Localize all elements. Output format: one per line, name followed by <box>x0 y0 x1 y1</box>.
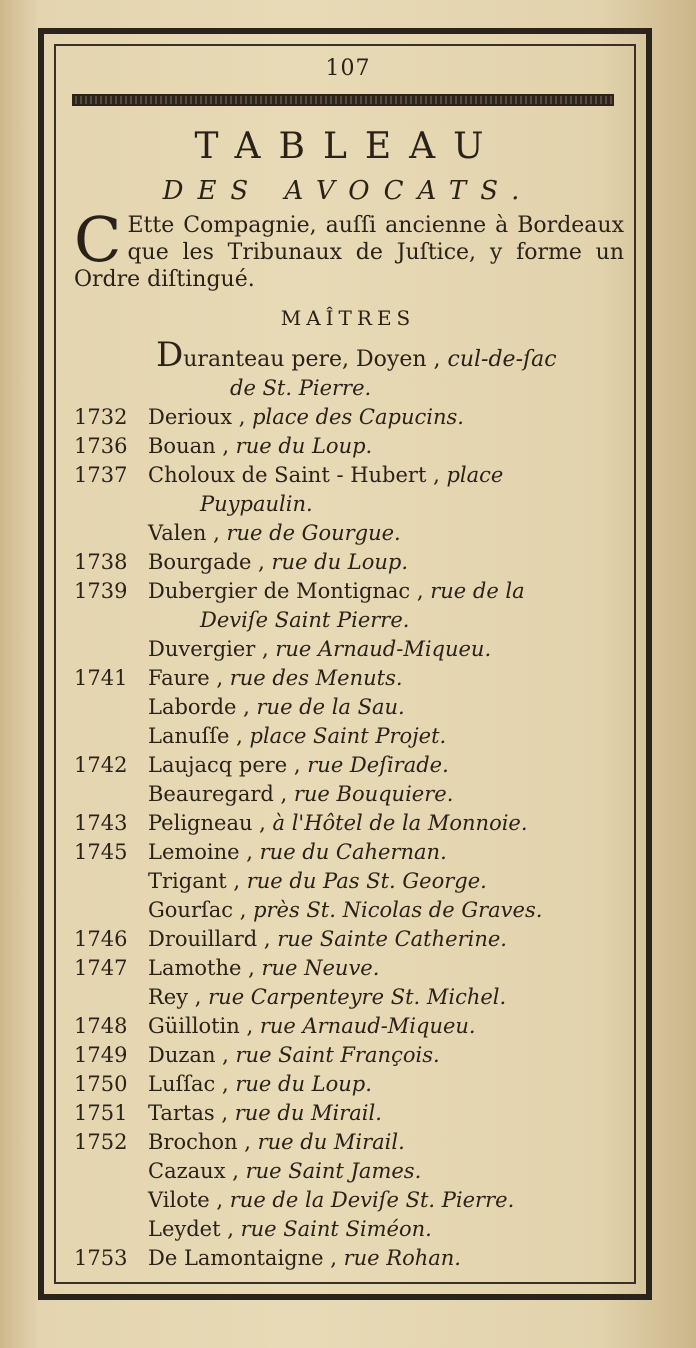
list-item <box>0 751 696 780</box>
entry-address: rue Bouquiere. <box>293 782 454 806</box>
entry-line <box>148 983 506 1012</box>
list-item <box>0 780 696 809</box>
entry-year: 1746 <box>74 927 128 951</box>
entry-line <box>148 925 507 954</box>
section-heading: MAÎTRES <box>280 306 416 330</box>
entry-line <box>148 693 405 722</box>
entry-address: rue Saint François. <box>235 1043 440 1067</box>
entry-line <box>148 664 403 693</box>
entry-year: 1739 <box>74 579 128 603</box>
entry-name: Vilote , <box>148 1188 230 1212</box>
entry-address: rue Carpenteyre St. Michel. <box>208 985 507 1009</box>
entry-address: rue de la Deviſe St. Pierre. <box>229 1188 515 1212</box>
advocates-list <box>0 336 696 1273</box>
entry-name: Cazaux , <box>148 1159 246 1183</box>
entry-name: Leydet , <box>148 1217 241 1241</box>
entry-line <box>148 548 408 577</box>
entry-address: rue Neuve. <box>261 956 380 980</box>
entry-line <box>148 896 542 925</box>
list-item <box>0 983 696 1012</box>
entry-line <box>148 780 453 809</box>
entry-line <box>148 751 449 780</box>
entry-year: 1749 <box>74 1043 128 1067</box>
entry-line <box>148 461 503 490</box>
entry-name: Faure , <box>148 666 230 690</box>
entry-year: 1736 <box>74 434 128 458</box>
entry-address: rue de Gourgue. <box>226 521 401 545</box>
doyen-address-cont-text: de St. Pierre. <box>230 376 372 400</box>
entry-name: Lanuſſe , <box>148 724 250 748</box>
entry-line <box>148 432 372 461</box>
list-item <box>0 1157 696 1186</box>
entry-name: Duzan , <box>148 1043 236 1067</box>
entry-address: rue Saint James. <box>245 1159 422 1183</box>
list-item <box>0 1244 696 1273</box>
entry-year: 1745 <box>74 840 128 864</box>
entry-address-cont <box>0 490 696 519</box>
entry-address: rue du Loup. <box>235 434 373 458</box>
entry-address: rue Arnaud-Miqueu. <box>275 637 492 661</box>
entry-address: rue Sainte Catherine. <box>277 927 507 951</box>
list-item <box>0 1070 696 1099</box>
entry-year: 1748 <box>74 1014 128 1038</box>
entry-name: De Lamontaigne , <box>148 1246 344 1270</box>
list-item <box>0 867 696 896</box>
entry-name: Choloux de Saint - Hubert , <box>148 463 447 487</box>
entry-address-cont <box>0 606 696 635</box>
entry-line <box>148 1215 432 1244</box>
entry-address: rue Saint Siméon. <box>240 1217 432 1241</box>
list-item <box>0 548 696 577</box>
entry-name: Tartas , <box>148 1101 235 1125</box>
entry-year: 1747 <box>74 956 128 980</box>
doyen-initial: D <box>156 335 184 375</box>
entry-name: Lamothe , <box>148 956 262 980</box>
entry-line <box>148 1099 382 1128</box>
entry-address: rue des Menuts. <box>229 666 403 690</box>
drop-cap: C <box>74 203 122 276</box>
list-item <box>0 809 696 838</box>
entry-year: 1737 <box>74 463 128 487</box>
entry-name: Derioux , <box>148 405 253 429</box>
entry-name: Trigant , <box>148 869 247 893</box>
doyen-entry <box>0 336 696 374</box>
doyen-address-cont <box>0 374 696 403</box>
entry-line <box>148 635 491 664</box>
entry-address: rue du Cahernan. <box>259 840 447 864</box>
entry-name: Peligneau , <box>148 811 273 835</box>
entry-address: près St. Nicolas de Graves. <box>253 898 543 922</box>
entry-line <box>148 809 528 838</box>
entry-address: rue du Loup. <box>271 550 409 574</box>
list-item <box>0 896 696 925</box>
list-item <box>0 925 696 954</box>
entry-name: Luſſac , <box>148 1072 236 1096</box>
entry-address: rue du Pas St. George. <box>246 869 487 893</box>
entry-address: rue du Mirail. <box>257 1130 405 1154</box>
list-item <box>0 432 696 461</box>
doyen-address: cul-de-ſac <box>447 347 557 372</box>
entry-address: place Saint Projet. <box>249 724 447 748</box>
entry-address: rue du Loup. <box>235 1072 372 1096</box>
entry-year: 1750 <box>74 1072 128 1096</box>
page-title: TABLEAU <box>194 126 502 167</box>
entry-address: rue du Mirail. <box>234 1101 382 1125</box>
entry-line <box>148 1070 372 1099</box>
list-item <box>0 722 696 751</box>
entry-year: 1741 <box>74 666 128 690</box>
entry-name: Lemoine , <box>148 840 260 864</box>
entry-name: Brochon , <box>148 1130 258 1154</box>
intro-text: Ette Compagnie, auſſi ancienne à Bordeaux que les Tribunaux de Juſtice, y forme un Ordre diſtingué. <box>74 213 624 292</box>
list-item <box>0 1041 696 1070</box>
list-item <box>0 838 696 867</box>
entry-address: rue de la Sau. <box>256 695 405 719</box>
page-number: 107 <box>325 56 371 81</box>
list-item <box>0 519 696 548</box>
entry-line <box>148 1041 440 1070</box>
entry-name: Laujacq pere , <box>148 753 308 777</box>
list-item <box>0 1128 696 1157</box>
entry-name: Duvergier , <box>148 637 276 661</box>
entry-name: Bourgade , <box>148 550 272 574</box>
entry-name: Beauregard , <box>148 782 294 806</box>
entry-address: rue Rohan. <box>343 1246 461 1270</box>
entry-year: 1751 <box>74 1101 128 1125</box>
list-item <box>0 1215 696 1244</box>
entry-address-cont-text: Deviſe Saint Pierre. <box>200 608 410 632</box>
entry-address: à l'Hôtel de la Monnoie. <box>272 811 528 835</box>
list-item <box>0 664 696 693</box>
list-item <box>0 403 696 432</box>
entry-year: 1743 <box>74 811 128 835</box>
list-item <box>0 461 696 490</box>
list-item <box>0 635 696 664</box>
entry-line <box>148 1128 405 1157</box>
entry-year: 1742 <box>74 753 128 777</box>
doyen-name-line <box>156 336 557 379</box>
list-item <box>0 577 696 606</box>
entry-line <box>148 722 446 751</box>
entry-line <box>148 519 401 548</box>
entry-line <box>148 1157 421 1186</box>
entry-address: rue de la <box>430 579 525 603</box>
entry-year: 1753 <box>74 1246 128 1270</box>
entry-line <box>148 1012 476 1041</box>
entry-name: Drouillard , <box>148 927 278 951</box>
entry-name: Rey , <box>148 985 209 1009</box>
ornamental-rule <box>72 94 614 106</box>
entry-name: Gourſac , <box>148 898 254 922</box>
entry-line <box>148 577 525 606</box>
entry-line <box>148 838 447 867</box>
entry-year: 1752 <box>74 1130 128 1154</box>
entry-line <box>148 867 487 896</box>
page-subtitle: DES AVOCATS. <box>162 176 534 206</box>
entry-name: Güillotin , <box>148 1014 260 1038</box>
entry-address: place des Capucins. <box>252 405 464 429</box>
entry-name: Bouan , <box>148 434 236 458</box>
list-item <box>0 1099 696 1128</box>
entry-name: Dubergier de Montignac , <box>148 579 431 603</box>
entry-line <box>148 1244 461 1273</box>
list-item <box>0 1186 696 1215</box>
entry-address: rue Arnaud-Miqueu. <box>259 1014 476 1038</box>
entry-name: Valen , <box>148 521 227 545</box>
entry-address: place <box>446 463 504 487</box>
list-item <box>0 954 696 983</box>
entry-year: 1732 <box>74 405 128 429</box>
entry-address: rue Deſirade. <box>307 753 449 777</box>
doyen-name: uranteau pere, Doyen , <box>183 347 441 372</box>
list-item <box>0 1012 696 1041</box>
entry-address-cont-text: Puypaulin. <box>200 492 313 516</box>
entry-year: 1738 <box>74 550 128 574</box>
entry-line <box>148 403 464 432</box>
entry-line <box>148 1186 514 1215</box>
entry-line <box>148 954 379 983</box>
entry-name: Laborde , <box>148 695 257 719</box>
list-item <box>0 693 696 722</box>
intro-paragraph <box>74 203 624 293</box>
